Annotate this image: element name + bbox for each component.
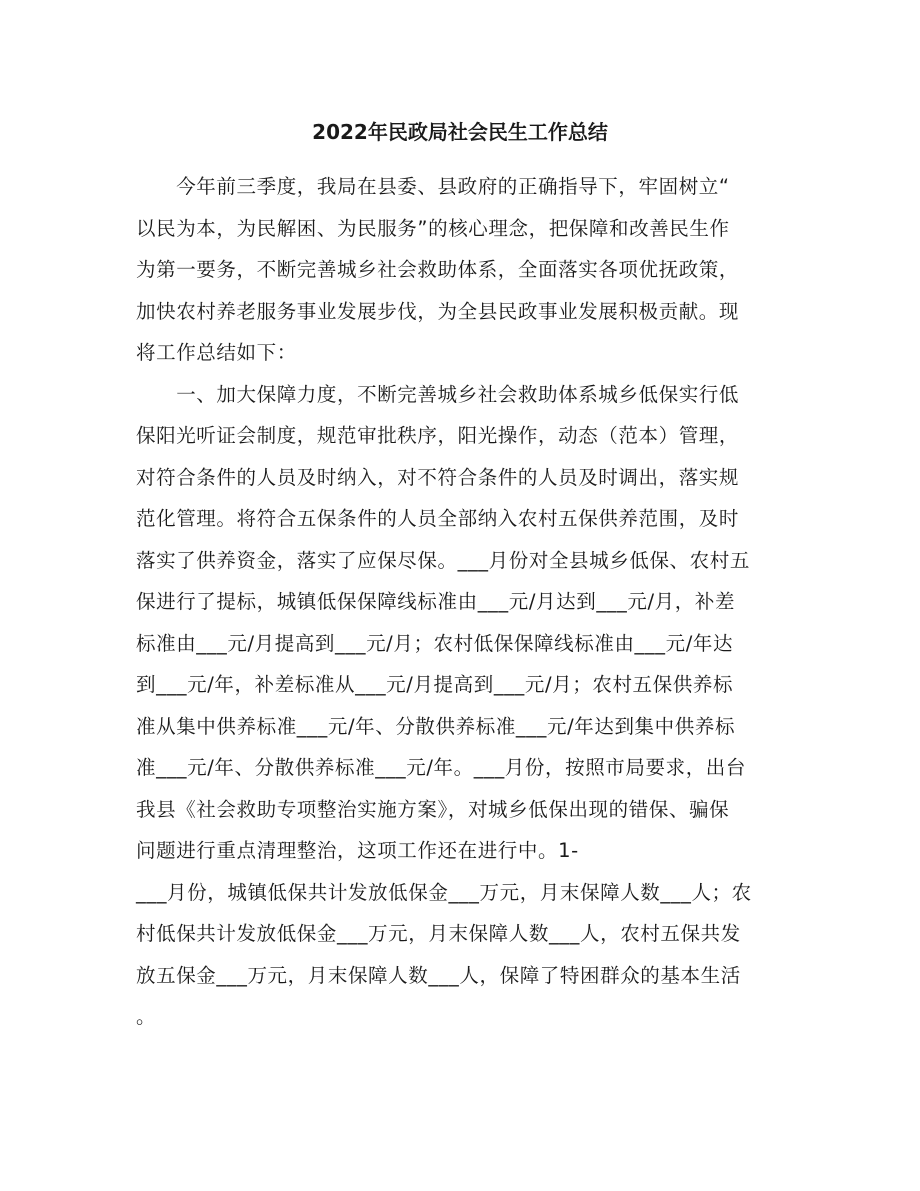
- body-line: 村低保共计发放低保金___万元，月末保障人数___人，农村五保共发: [136, 922, 741, 945]
- body-line: ___月份，城镇低保共计发放低保金___万元，月末保障人数___人；农: [136, 880, 752, 904]
- body-line: 今年前三季度，我局在县委、县政府的正确指导下，牢固树立“: [136, 175, 730, 198]
- body-line: 。: [136, 1005, 157, 1028]
- body-line: 标准由___元/月提高到___元/月；农村低保保障线标准由___元/年达: [136, 631, 734, 655]
- body-line: 放五保金___万元，月末保障人数___人，保障了特困群众的基本生活: [136, 963, 741, 987]
- body-line: 落实了供养资金，落实了应保尽保。___月份对全县城乡低保、农村五: [136, 548, 750, 572]
- body-line: 加快农村养老服务事业发展步伐，为全县民政事业发展积极贡献。现: [136, 299, 740, 323]
- body-line: 为第一要务，不断完善城乡社会救助体系，全面落实各项优抚政策，: [136, 258, 740, 281]
- body-line: 我县《社会救助专项整治实施方案》，对城乡低保出现的错保、骗保: [136, 797, 730, 821]
- body-line: 保进行了提标，城镇低保保障线标准由___元/月达到___元/月，补差: [136, 590, 736, 613]
- body-line: 到___元/年，补差标准从___元/月提高到___元/月；农村五保供养标: [136, 673, 734, 696]
- body-line: 将工作总结如下：: [136, 341, 297, 364]
- body-line: 准___元/年、分散供养标准___元/年。___月份，按照市局要求，出台: [136, 756, 746, 779]
- body-line: 范化管理。将符合五保条件的人员全部纳入农村五保供养范围，及时: [136, 507, 740, 530]
- body-line: 一、加大保障力度，不断完善城乡社会救助体系城乡低保实行低: [136, 382, 740, 406]
- document-body: [136, 166, 796, 1038]
- body-line: 问题进行重点清理整治，这项工作还在进行中。1-: [136, 839, 579, 862]
- document-title: 2022年民政局社会民生工作总结: [312, 120, 608, 144]
- body-line: 对符合条件的人员及时纳入，对不符合条件的人员及时调出，落实规: [136, 465, 740, 489]
- body-line: 以民为本，为民解困、为民服务”的核心理念，把保障和改善民生作: [136, 216, 730, 240]
- body-line: 准从集中供养标准___元/年、分散供养标准___元/年达到集中供养标: [136, 714, 736, 738]
- body-line: 保阳光听证会制度，规范审批秩序，阳光操作，动态（范本）管理，: [136, 424, 740, 447]
